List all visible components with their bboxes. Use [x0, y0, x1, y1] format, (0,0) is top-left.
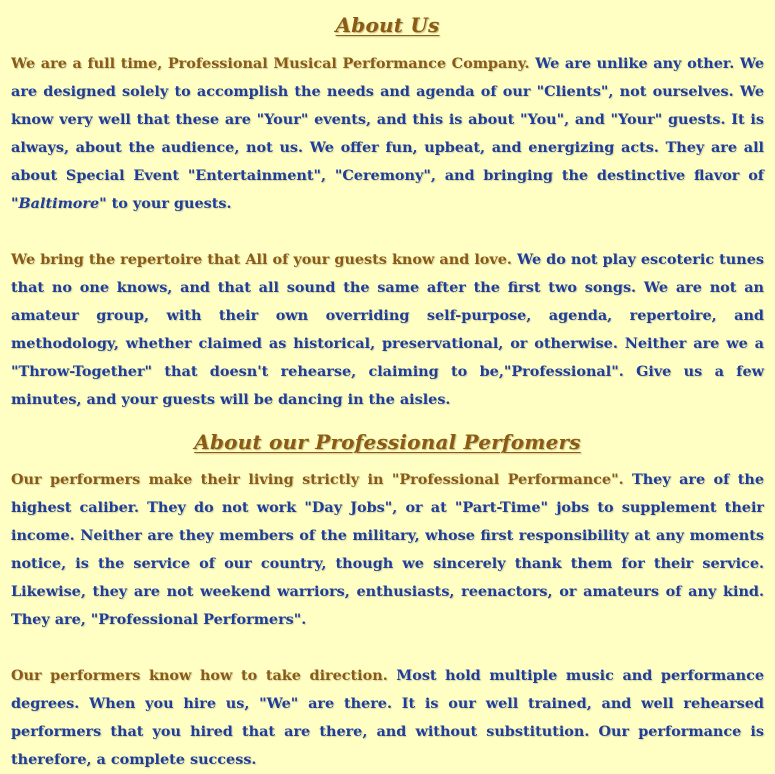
performers-paragraph-2: [11, 662, 764, 774]
performers-paragraph-1: [11, 466, 764, 634]
paragraph-body: They are of the highest caliber. They do not work "Day Jobs", or at "Part-Time" jobs to supplement their income. Neither are they members of the military, whose first responsibility at any moments notice, is the service of our country, though we sincerely thank them for their service. Likewise, they are not weekend warriors, enthusiasts, reenactors, or amateurs of any kind. They are, "Professional Performers".: [11, 471, 764, 628]
about-us-heading: About Us: [335, 13, 440, 37]
baltimore-emphasis: "Baltimore": [11, 195, 107, 212]
paragraph-body: Most hold multiple music and performance degrees. When you hire us, "We" are there. It is our well trained, and well rehearsed performers that you hired that are there, and without substitution. Our performance is therefore, a complete success.: [11, 667, 764, 768]
paragraph-lead: Our performers know how to take direction.: [11, 667, 388, 684]
paragraph-body: We are unlike any other. We are designed solely to accomplish the needs and agenda of our "Clients", not ourselves. We know very well that these are "Your" events, and this is about "You", and "Your" guests. It is always, about the audience, not us. We offer fun, upbeat, and energizing acts. They are all about Special Event "Entertainment", "Ceremony", and bringing the destinctive flavor of: [11, 55, 764, 184]
paragraph-tail: to your guests.: [106, 195, 232, 212]
about-us-paragraph-2: [11, 246, 764, 414]
paragraph-lead: We bring the repertoire that All of your guests know and love.: [11, 251, 512, 268]
paragraph-body: We do not play escoteric tunes that no one knows, and that all sound the same after the first two songs. We are not an amateur group, with their own overriding self-purpose, agenda, repertoire, and methodology, whether claimed as historical, preservational, or otherwise. Neither are we a "Throw-Together" that doesn't rehearse, claiming to be,"Professional". Give us a few minutes, and your guests will be dancing in the aisles.: [11, 251, 764, 408]
performers-heading: About our Professional Perfomers: [194, 430, 581, 454]
paragraph-lead: Our performers make their living strictly in "Professional Performance".: [11, 471, 624, 488]
paragraph-lead: We are a full time, Professional Musical Performance Company.: [11, 55, 530, 72]
about-us-paragraph-1: [11, 50, 764, 218]
